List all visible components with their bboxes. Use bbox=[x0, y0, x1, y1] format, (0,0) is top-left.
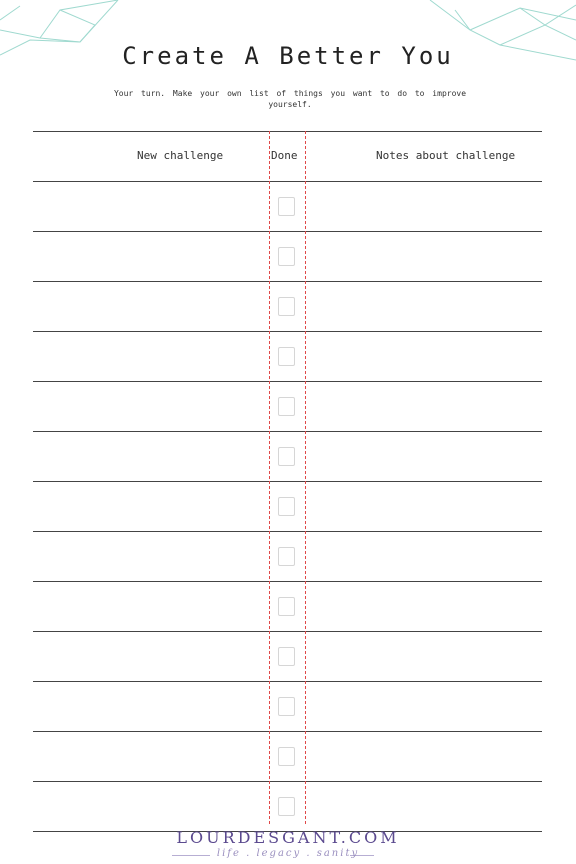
footer-brand: LOURDESGANT.COM bbox=[176, 828, 400, 847]
page-title: Create A Better You bbox=[122, 42, 454, 70]
table-row bbox=[33, 682, 542, 732]
table-row bbox=[33, 182, 542, 232]
table-row bbox=[33, 632, 542, 682]
done-column-right-divider bbox=[305, 131, 306, 824]
column-header-done: Done bbox=[271, 149, 298, 162]
table-row bbox=[33, 782, 542, 832]
table-row bbox=[33, 332, 542, 382]
done-checkbox[interactable] bbox=[278, 447, 295, 466]
table-row bbox=[33, 532, 542, 582]
done-checkbox[interactable] bbox=[278, 547, 295, 566]
done-checkbox[interactable] bbox=[278, 247, 295, 266]
table-row bbox=[33, 232, 542, 282]
done-column-left-divider bbox=[269, 131, 270, 824]
done-checkbox[interactable] bbox=[278, 597, 295, 616]
done-checkbox[interactable] bbox=[278, 647, 295, 666]
table-row bbox=[33, 382, 542, 432]
table-row bbox=[33, 282, 542, 332]
table-body bbox=[33, 182, 542, 832]
done-checkbox[interactable] bbox=[278, 797, 295, 816]
table-row bbox=[33, 482, 542, 532]
page-subtitle: Your turn. Make your own list of things you want to do to improve yourself. bbox=[113, 89, 467, 109]
column-header-notes: Notes about challenge bbox=[376, 149, 516, 162]
done-checkbox[interactable] bbox=[278, 697, 295, 716]
table-header bbox=[33, 131, 542, 182]
table-row bbox=[33, 582, 542, 632]
done-checkbox[interactable] bbox=[278, 497, 295, 516]
done-checkbox[interactable] bbox=[278, 347, 295, 366]
done-checkbox[interactable] bbox=[278, 747, 295, 766]
table-row bbox=[33, 432, 542, 482]
column-header-challenge: New challenge bbox=[137, 149, 224, 162]
done-checkbox[interactable] bbox=[278, 197, 295, 216]
footer-tagline: life . legacy . sanity bbox=[216, 848, 360, 859]
table-row bbox=[33, 732, 542, 782]
done-checkbox[interactable] bbox=[278, 397, 295, 416]
done-checkbox[interactable] bbox=[278, 297, 295, 316]
challenge-table bbox=[33, 131, 542, 832]
